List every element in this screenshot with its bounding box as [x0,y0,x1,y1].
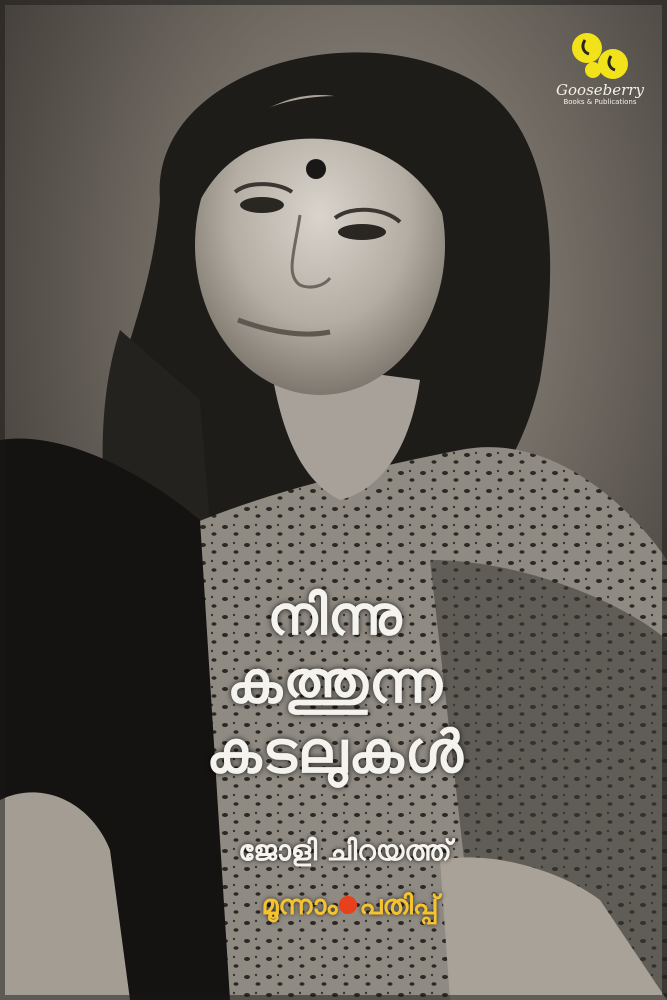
book-title [175,585,495,787]
author-name: ജോളി ചിറയത്ത് [238,834,452,867]
edition-dot-icon [339,896,357,914]
edition-label [220,888,480,924]
book-title-line-3: കടലുകൾ [206,718,464,786]
publisher-logo [555,28,645,123]
publisher-name: Gooseberry [556,81,644,99]
book-title-line-1: നിന്നു [267,584,403,647]
gooseberry-logo-icon [567,28,633,80]
book-title-line-2: കത്തുന്ന [226,648,444,716]
edition-text-part-2: പതിപ്പ് [359,890,439,921]
publisher-subtitle: Books & Publications [563,98,637,106]
edition-text-part-1: മൂന്നാം [261,890,338,921]
